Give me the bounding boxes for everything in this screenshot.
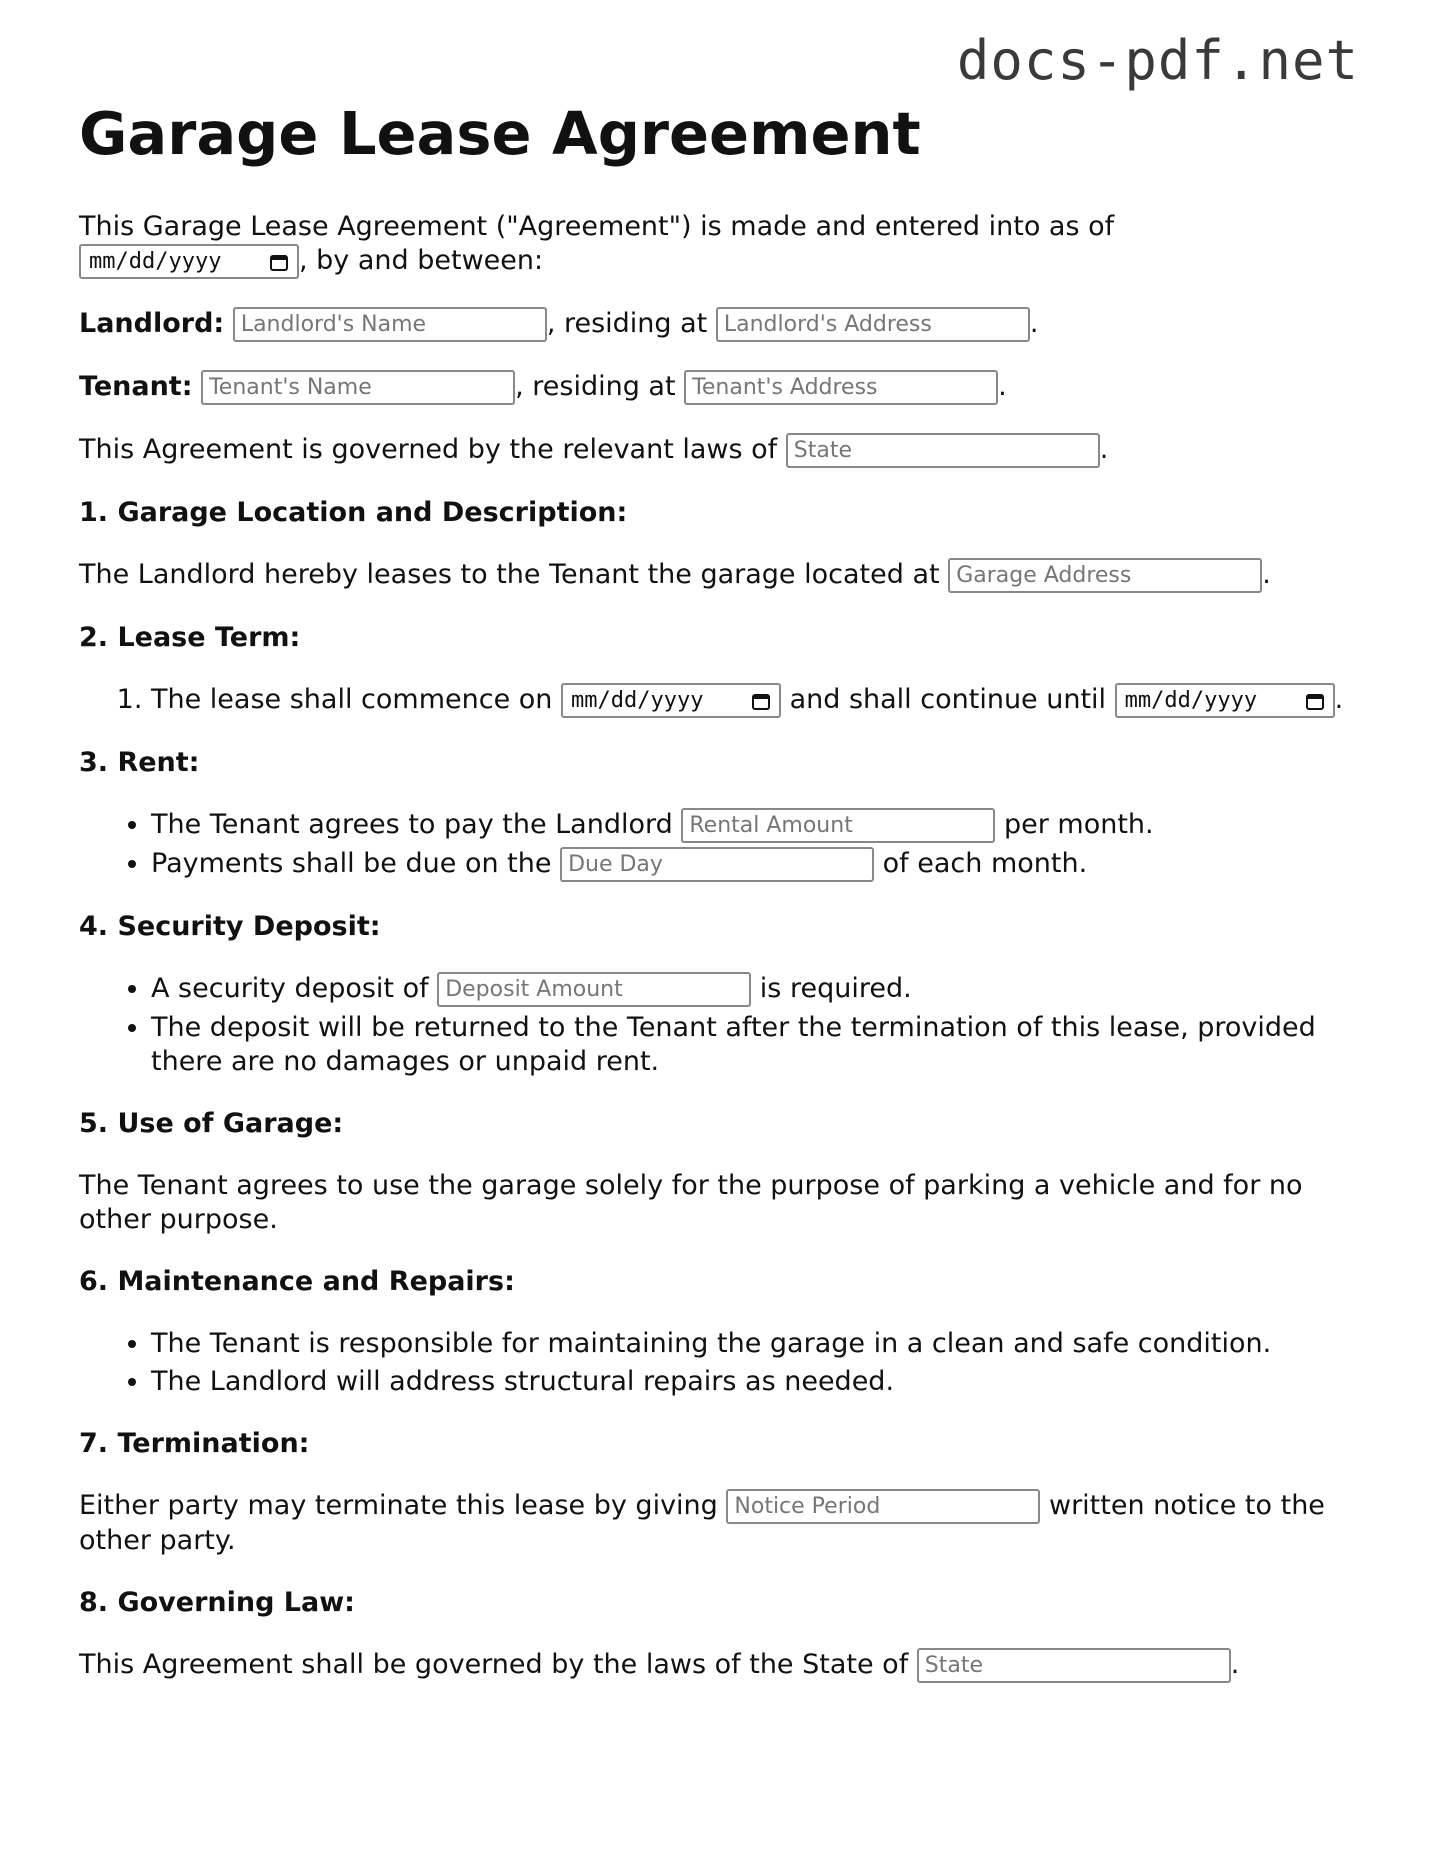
lease-end-date-input[interactable] <box>1115 683 1335 718</box>
list-item <box>151 847 1369 882</box>
deposit-list <box>79 972 1369 1079</box>
tenant-label: Tenant: <box>79 371 193 402</box>
governed-line <box>79 433 1369 468</box>
lease-middle-text: and shall continue until <box>789 684 1107 715</box>
section-5-heading: 5. Use of Garage: <box>79 1108 344 1139</box>
agreement-date-input[interactable] <box>79 244 299 279</box>
governed-text: This Agreement is governed by the relevant laws of <box>79 434 778 465</box>
landlord-address-input[interactable]: Landlord's Address <box>716 307 1030 342</box>
tenant-line <box>79 370 1369 405</box>
section-1-heading: 1. Garage Location and Description: <box>79 497 628 528</box>
list-item <box>151 808 1369 843</box>
tenant-residing-text: , residing at <box>515 371 676 402</box>
deposit-text: A security deposit of <box>151 973 429 1004</box>
governing-law-state-input[interactable]: State <box>917 1648 1231 1683</box>
list-item: • The Landlord will address structural repairs as needed. <box>151 1365 1369 1399</box>
governed-end: . <box>1099 434 1109 465</box>
page-title: Garage Lease Agreement <box>79 99 921 168</box>
section-6-heading: 6. Maintenance and Repairs: <box>79 1266 515 1297</box>
list-item <box>151 683 1369 718</box>
calendar-icon <box>751 691 771 711</box>
intro-paragraph <box>79 210 1369 279</box>
deposit-amount-input[interactable]: Deposit Amount <box>437 972 751 1007</box>
termination-text: Either party may terminate this lease by giving <box>79 1490 718 1521</box>
maintenance-list <box>79 1327 1369 1399</box>
governing-state-input[interactable]: State <box>786 433 1100 468</box>
tenant-address-input[interactable]: Tenant's Address <box>684 370 998 405</box>
landlord-line <box>79 307 1369 342</box>
governing-law-paragraph <box>79 1648 1369 1683</box>
intro-text: This Garage Lease Agreement ("Agreement") is made and entered into as of <box>79 211 1115 242</box>
governing-law-end: . <box>1230 1649 1240 1680</box>
governing-law-text: This Agreement shall be governed by the laws of the State of <box>79 1649 909 1680</box>
landlord-residing-text: , residing at <box>546 308 708 339</box>
rent-text: The Tenant agrees to pay the Landlord <box>151 809 673 840</box>
rent-list <box>79 808 1369 882</box>
garage-location-text: The Landlord hereby leases to the Tenant the garage located at <box>79 559 940 590</box>
date-placeholder: mm/dd/yyyy <box>1124 687 1258 713</box>
termination-paragraph <box>79 1489 1369 1558</box>
intro-suffix: , by and between: <box>299 245 544 276</box>
lease-start-date-input[interactable] <box>561 683 781 718</box>
list-item: • The deposit will be returned to the Tenant after the termination of this lease, provided there are no damages or unpaid rent. <box>151 1011 1369 1079</box>
section-7-heading: 7. Termination: <box>79 1428 310 1459</box>
landlord-name-input[interactable]: Landlord's Name <box>233 307 547 342</box>
deposit-end-text: is required. <box>759 973 912 1004</box>
calendar-icon <box>1305 691 1325 711</box>
rent-end-text: per month. <box>1003 809 1154 840</box>
due-text: Payments shall be due on the <box>151 848 552 879</box>
lease-end-text: . <box>1334 684 1344 715</box>
list-item: • The Tenant is responsible for maintaining the garage in a clean and safe condition. <box>151 1327 1369 1361</box>
watermark: docs-pdf.net <box>956 29 1359 92</box>
section-4-heading: 4. Security Deposit: <box>79 911 381 942</box>
lease-term-list <box>79 683 1369 718</box>
section-1-text <box>79 558 1369 593</box>
tenant-name-input[interactable]: Tenant's Name <box>201 370 515 405</box>
date-placeholder: mm/dd/yyyy <box>89 248 222 274</box>
tenant-end: . <box>998 371 1007 402</box>
section-3-heading: 3. Rent: <box>79 747 200 778</box>
garage-location-end: . <box>1262 559 1271 590</box>
garage-address-input[interactable]: Garage Address <box>948 558 1262 593</box>
due-end-text: of each month. <box>882 848 1088 879</box>
termination-end-text: written notice to the other party. <box>79 1490 1325 1556</box>
use-of-garage-text: The Tenant agrees to use the garage solely for the purpose of parking a vehicle and for no other purpose. <box>79 1170 1303 1235</box>
notice-period-input[interactable]: Notice Period <box>726 1489 1040 1524</box>
rental-amount-input[interactable]: Rental Amount <box>681 808 995 843</box>
section-8-heading: 8. Governing Law: <box>79 1587 355 1618</box>
list-item <box>151 972 1369 1007</box>
landlord-end: . <box>1029 308 1039 339</box>
section-2-heading: 2. Lease Term: <box>79 622 301 653</box>
calendar-icon <box>269 252 289 272</box>
document-page <box>79 96 1369 1711</box>
lease-start-text: The lease shall commence on <box>151 684 553 715</box>
landlord-label: Landlord: <box>79 308 225 339</box>
due-day-input[interactable]: Due Day <box>560 847 874 882</box>
date-placeholder: mm/dd/yyyy <box>570 687 704 713</box>
